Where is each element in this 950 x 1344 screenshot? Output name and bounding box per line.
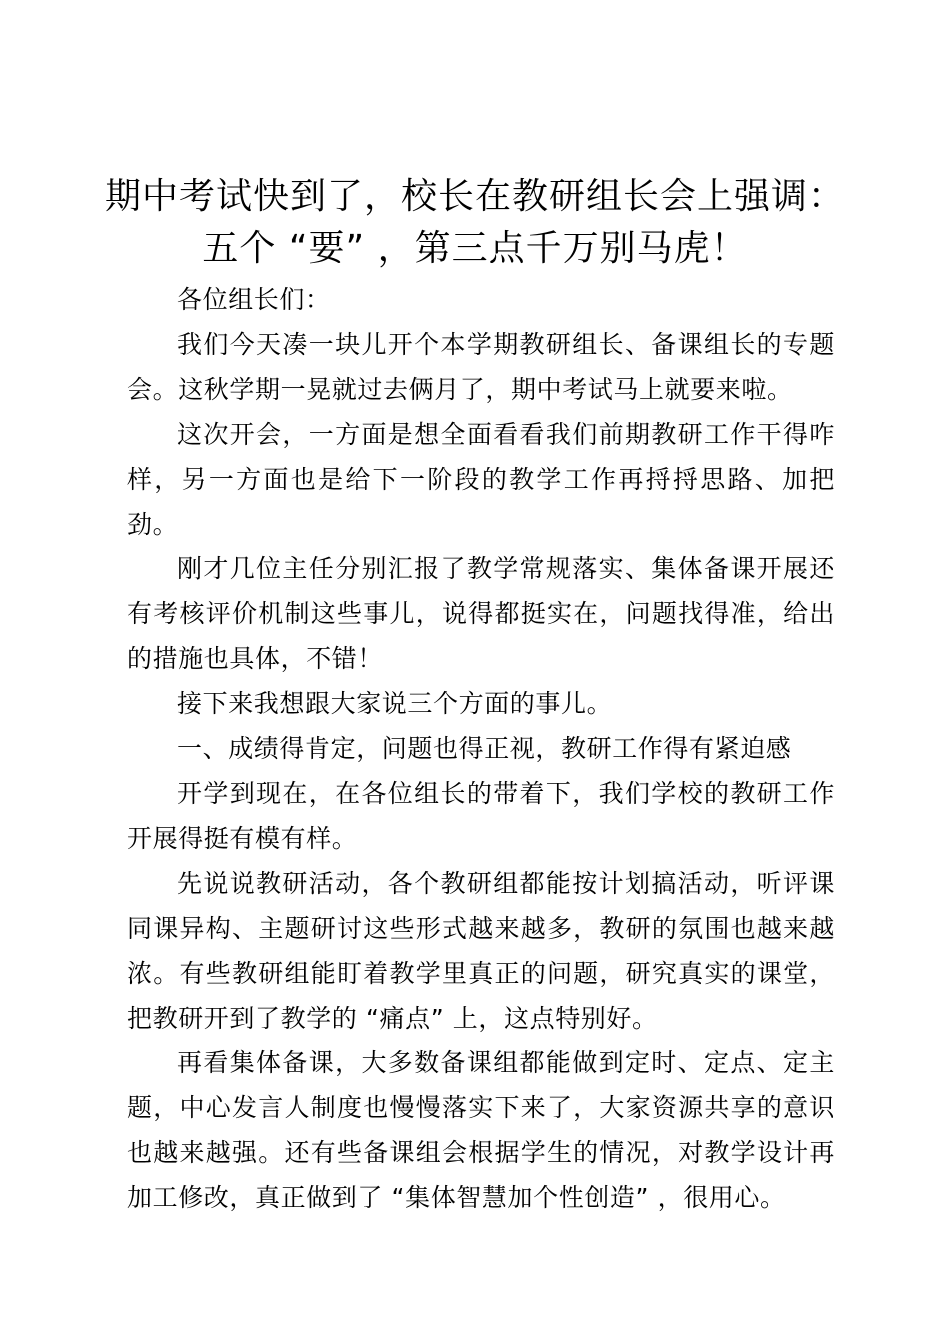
paragraph-collective-lesson-prep: 再看集体备课，大多数备课组都能做到定时、定点、定主题，中心发言人制度也慢慢落实下来了，大家资源共享的意识也越来越强。还有些备课组会根据学生的情况，对教学设计再加工修改，真正做到了 “集体智慧加个性创造” ，很用心。 xyxy=(127,1048,835,1213)
section-heading-1: 一、成绩得肯定，问题也得正视，教研工作得有紧迫感 xyxy=(177,734,792,764)
paragraph-salutation: 各位组长们： xyxy=(177,285,331,314)
document-title-line-1: 期中考试快到了，校长在教研组长会上强调： xyxy=(104,176,845,217)
paragraph-outline: 接下来我想跟大家说三个方面的事儿。 xyxy=(177,689,613,719)
document-title-line-2: 五个 “要” ，第三点千万别马虎！ xyxy=(202,228,748,269)
paragraph-reports: 刚才几位主任分别汇报了教学常规落实、集体备课开展还有考核评价机制这些事儿，说得都挺实在，问题找得准，给出的措施也具体，不错！ xyxy=(127,554,835,674)
paragraph-purpose: 这次开会，一方面是想全面看看我们前期教研工作干得咋样，另一方面也是给下一阶段的教学工作再捋捋思路、加把劲。 xyxy=(127,419,835,539)
document-body xyxy=(127,278,835,1221)
paragraph-intro: 我们今天凑一块儿开个本学期教研组长、备课组长的专题会。这秋学期一晃就过去俩月了，期中考试马上就要来啦。 xyxy=(127,329,835,404)
paragraph-progress: 开学到现在，在各位组长的带着下，我们学校的教研工作开展得挺有模有样。 xyxy=(127,778,835,853)
paragraph-research-activities: 先说说教研活动，各个教研组都能按计划搞活动，听评课同课异构、主题研讨这些形式越来越多，教研的氛围也越来越浓。有些教研组能盯着教学里真正的问题，研究真实的课堂，把教研开到了教学的 “痛点” 上，这点特别好。 xyxy=(127,868,835,1033)
